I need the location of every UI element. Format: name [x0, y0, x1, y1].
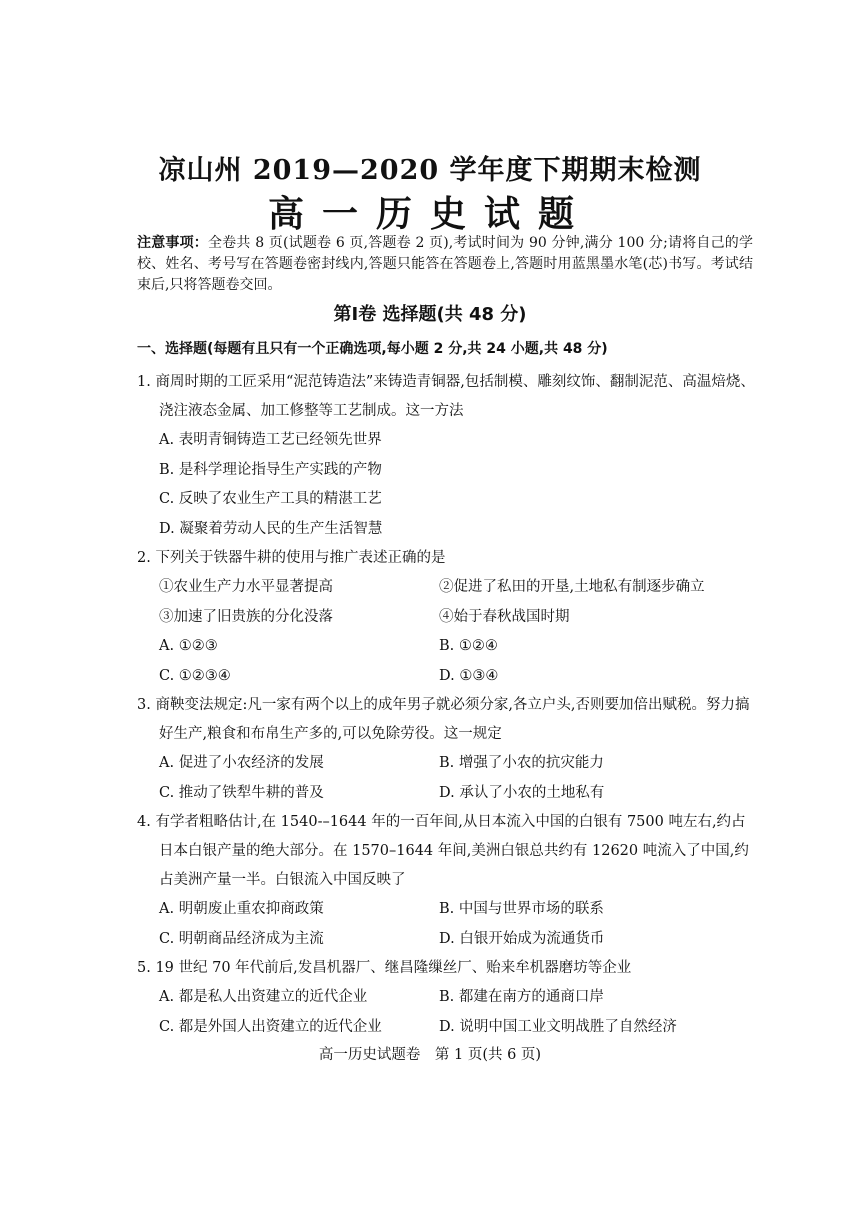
option-row	[137, 983, 757, 1013]
option-row	[137, 779, 757, 809]
statement-row	[137, 603, 757, 633]
option-b: B. 中国与世界市场的联系	[439, 901, 604, 917]
exam-title: 凉山州 2019—2020 学年度下期期末检测	[158, 155, 702, 186]
section-title: 第Ⅰ卷 选择题(共 48 分)	[333, 304, 527, 325]
option-c: C. 反映了农业生产工具的精湛工艺	[159, 491, 382, 507]
question-stem: 4. 有学者粗略估计,在 1540-–1644 年的一百年间,从日本流入中国的白银有 7500 吨左右,约占日本白银产量的绝大部分。在 1570–1644 年间,美洲白银总共约有 12620 吨流入了中国,约占美洲产量一半。白银流入中国反映了	[137, 814, 749, 888]
statement-1: ①农业生产力水平显著提高	[159, 579, 333, 595]
option-c: C. 都是外国人出资建立的近代企业	[159, 1018, 382, 1035]
question-stem: 3. 商鞅变法规定:凡一家有两个以上的成年男子就必须分家,各立户头,否则要加倍出赋税。努力搞好生产,粮食和布帛生产多的,可以免除劳役。这一规定	[137, 697, 750, 742]
notice-label: 注意事项：	[137, 235, 208, 251]
question-stem: 5. 19 世纪 70 年代前后,发昌机器厂、继昌隆缫丝厂、贻来牟机器磨坊等企业	[137, 960, 632, 976]
option-b: B. 都建在南方的通商口岸	[439, 989, 604, 1005]
option-row	[137, 895, 757, 925]
option-a: A. 促进了小农经济的发展	[159, 755, 324, 771]
option-b: B. 增强了小农的抗灾能力	[439, 755, 604, 771]
notice	[137, 233, 753, 296]
statement-4: ④始于春秋战国时期	[439, 608, 570, 625]
statement-row	[137, 573, 757, 603]
question-2	[137, 544, 757, 691]
part-title: 一、选择题(每题有且只有一个正确选项,每小题 2 分,共 24 小题,共 48 分)	[137, 341, 608, 357]
option-row	[137, 925, 757, 955]
statement-2: ②促进了私田的开垦,土地私有制逐步确立	[439, 579, 705, 595]
question-1	[137, 368, 757, 544]
option-row	[137, 749, 757, 779]
option-a: A. ①②③	[159, 638, 218, 654]
page-footer: 高一历史试题卷 第 1 页(共 6 页)	[318, 1047, 542, 1063]
option-d: D. 凝聚着劳动人民的生产生活智慧	[159, 520, 383, 537]
option-c: C. 推动了铁犁牛耕的普及	[159, 784, 324, 801]
option-d: D. 白银开始成为流通货币	[439, 930, 605, 947]
option-c: C. 明朝商品经济成为主流	[159, 930, 324, 947]
question-3	[137, 691, 757, 808]
option-a: A. 都是私人出资建立的近代企业	[159, 989, 368, 1005]
option-b: B. 是科学理论指导生产实践的产物	[159, 461, 382, 478]
option-c: C. ①②③④	[159, 667, 231, 684]
statement-3: ③加速了旧贵族的分化没落	[159, 608, 333, 625]
option-d: D. 承认了小农的土地私有	[439, 784, 605, 801]
option-d: D. ①③④	[439, 667, 499, 684]
question-list	[137, 368, 757, 1042]
option-d: D. 说明中国工业文明战胜了自然经济	[439, 1018, 677, 1035]
question-5	[137, 954, 757, 1042]
notice-text: 全卷共 8 页(试题卷 6 页,答题卷 2 页),考试时间为 90 分钟,满分 100 分;请将自己的学校、姓名、考号写在答题卷密封线内,答题只能答在答题卷上,答题时用蓝黑墨水笔(芯)书写。考试结束后,只将答题卷交回。	[137, 235, 753, 293]
question-4	[137, 808, 757, 954]
option-row	[137, 1013, 757, 1043]
option-b: B. ①②④	[439, 638, 498, 654]
option-row	[137, 662, 757, 692]
subject-title: 高一历史试题	[267, 193, 592, 235]
option-a: A. 表明青铜铸造工艺已经领先世界	[159, 432, 382, 448]
option-a: A. 明朝废止重农抑商政策	[159, 901, 324, 917]
option-row	[137, 632, 757, 662]
question-stem: 2. 下列关于铁器牛耕的使用与推广表述正确的是	[137, 550, 446, 566]
question-stem: 1. 商周时期的工匠采用“泥范铸造法”来铸造青铜器,包括制模、雕刻纹饰、翻制泥范、高温焙烧、浇注液态金属、加工修整等工艺制成。这一方法	[137, 374, 755, 419]
